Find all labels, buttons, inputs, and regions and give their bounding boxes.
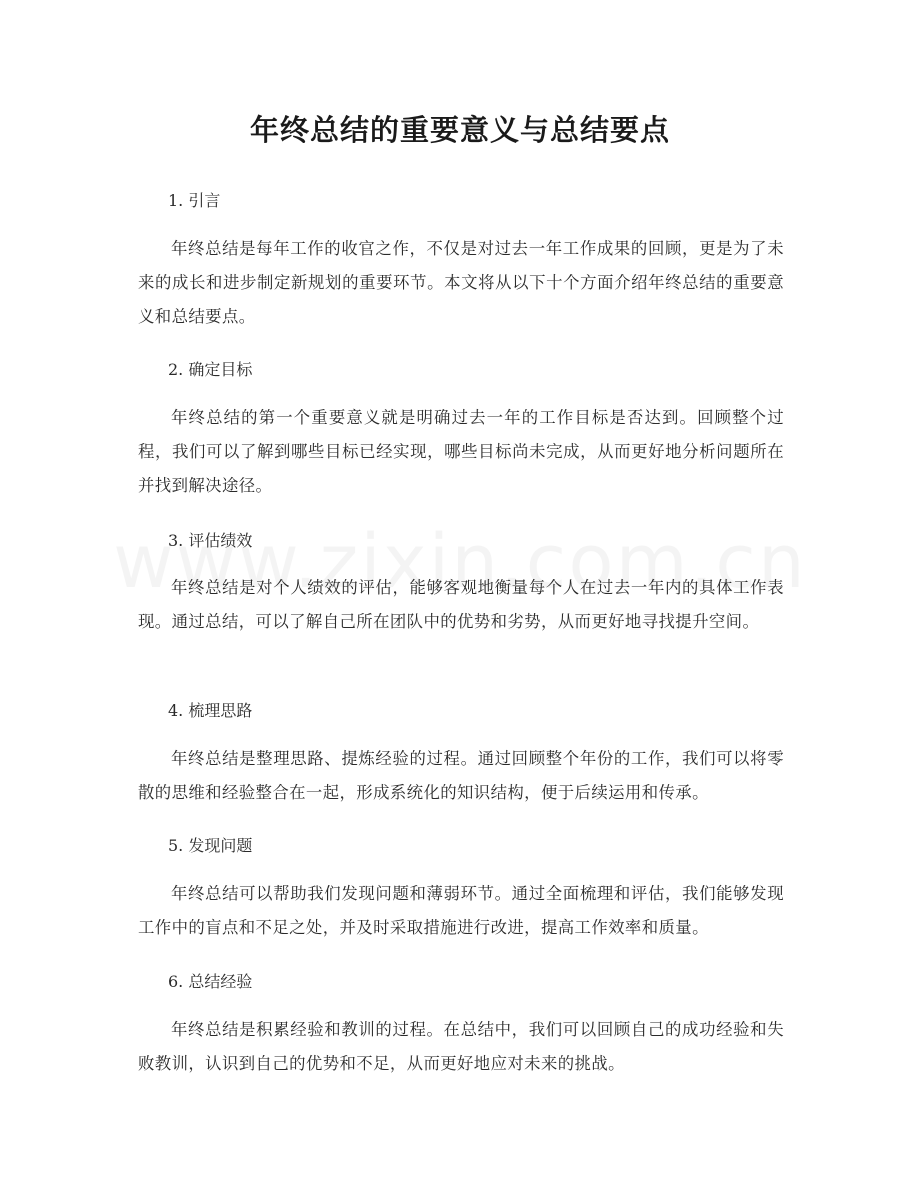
section-body-intro: 年终总结是每年工作的收官之作，不仅是对过去一年工作成果的回顾，更是为了未来的成长和进步制定新规划的重要环节。本文将从以下十个方面介绍年终总结的重要意义和总结要点。 — [138, 239, 784, 326]
section-body-experience: 年终总结是积累经验和教训的过程。在总结中，我们可以回顾自己的成功经验和失败教训，认识到自己的优势和不足，从而更好地应对未来的挑战。 — [138, 1020, 784, 1073]
section-heading-performance: 3. 评估绩效 — [168, 531, 253, 550]
section-heading-thinking: 4. 梳理思路 — [168, 701, 253, 720]
section-body-performance: 年终总结是对个人绩效的评估，能够客观地衡量每个人在过去一年内的具体工作表现。通过总结，可以了解自己所在团队中的优势和劣势，从而更好地寻找提升空间。 — [138, 578, 784, 631]
section-heading-experience: 6. 总结经验 — [168, 972, 253, 991]
section-body-goals: 年终总结的第一个重要意义就是明确过去一年的工作目标是否达到。回顾整个过程，我们可以了解到哪些目标已经实现，哪些目标尚未完成，从而更好地分析问题所在并找到解决途径。 — [138, 408, 784, 495]
section-heading-goals: 2. 确定目标 — [168, 360, 253, 379]
section-heading-problems: 5. 发现问题 — [168, 836, 253, 855]
document-title: 年终总结的重要意义与总结要点 — [249, 113, 670, 147]
section-heading-intro: 1. 引言 — [168, 191, 221, 210]
section-body-thinking: 年终总结是整理思路、提炼经验的过程。通过回顾整个年份的工作，我们可以将零散的思维和经验整合在一起，形成系统化的知识结构，便于后续运用和传承。 — [138, 749, 784, 802]
section-body-problems: 年终总结可以帮助我们发现问题和薄弱环节。通过全面梳理和评估，我们能够发现工作中的盲点和不足之处，并及时采取措施进行改进，提高工作效率和质量。 — [138, 884, 784, 937]
